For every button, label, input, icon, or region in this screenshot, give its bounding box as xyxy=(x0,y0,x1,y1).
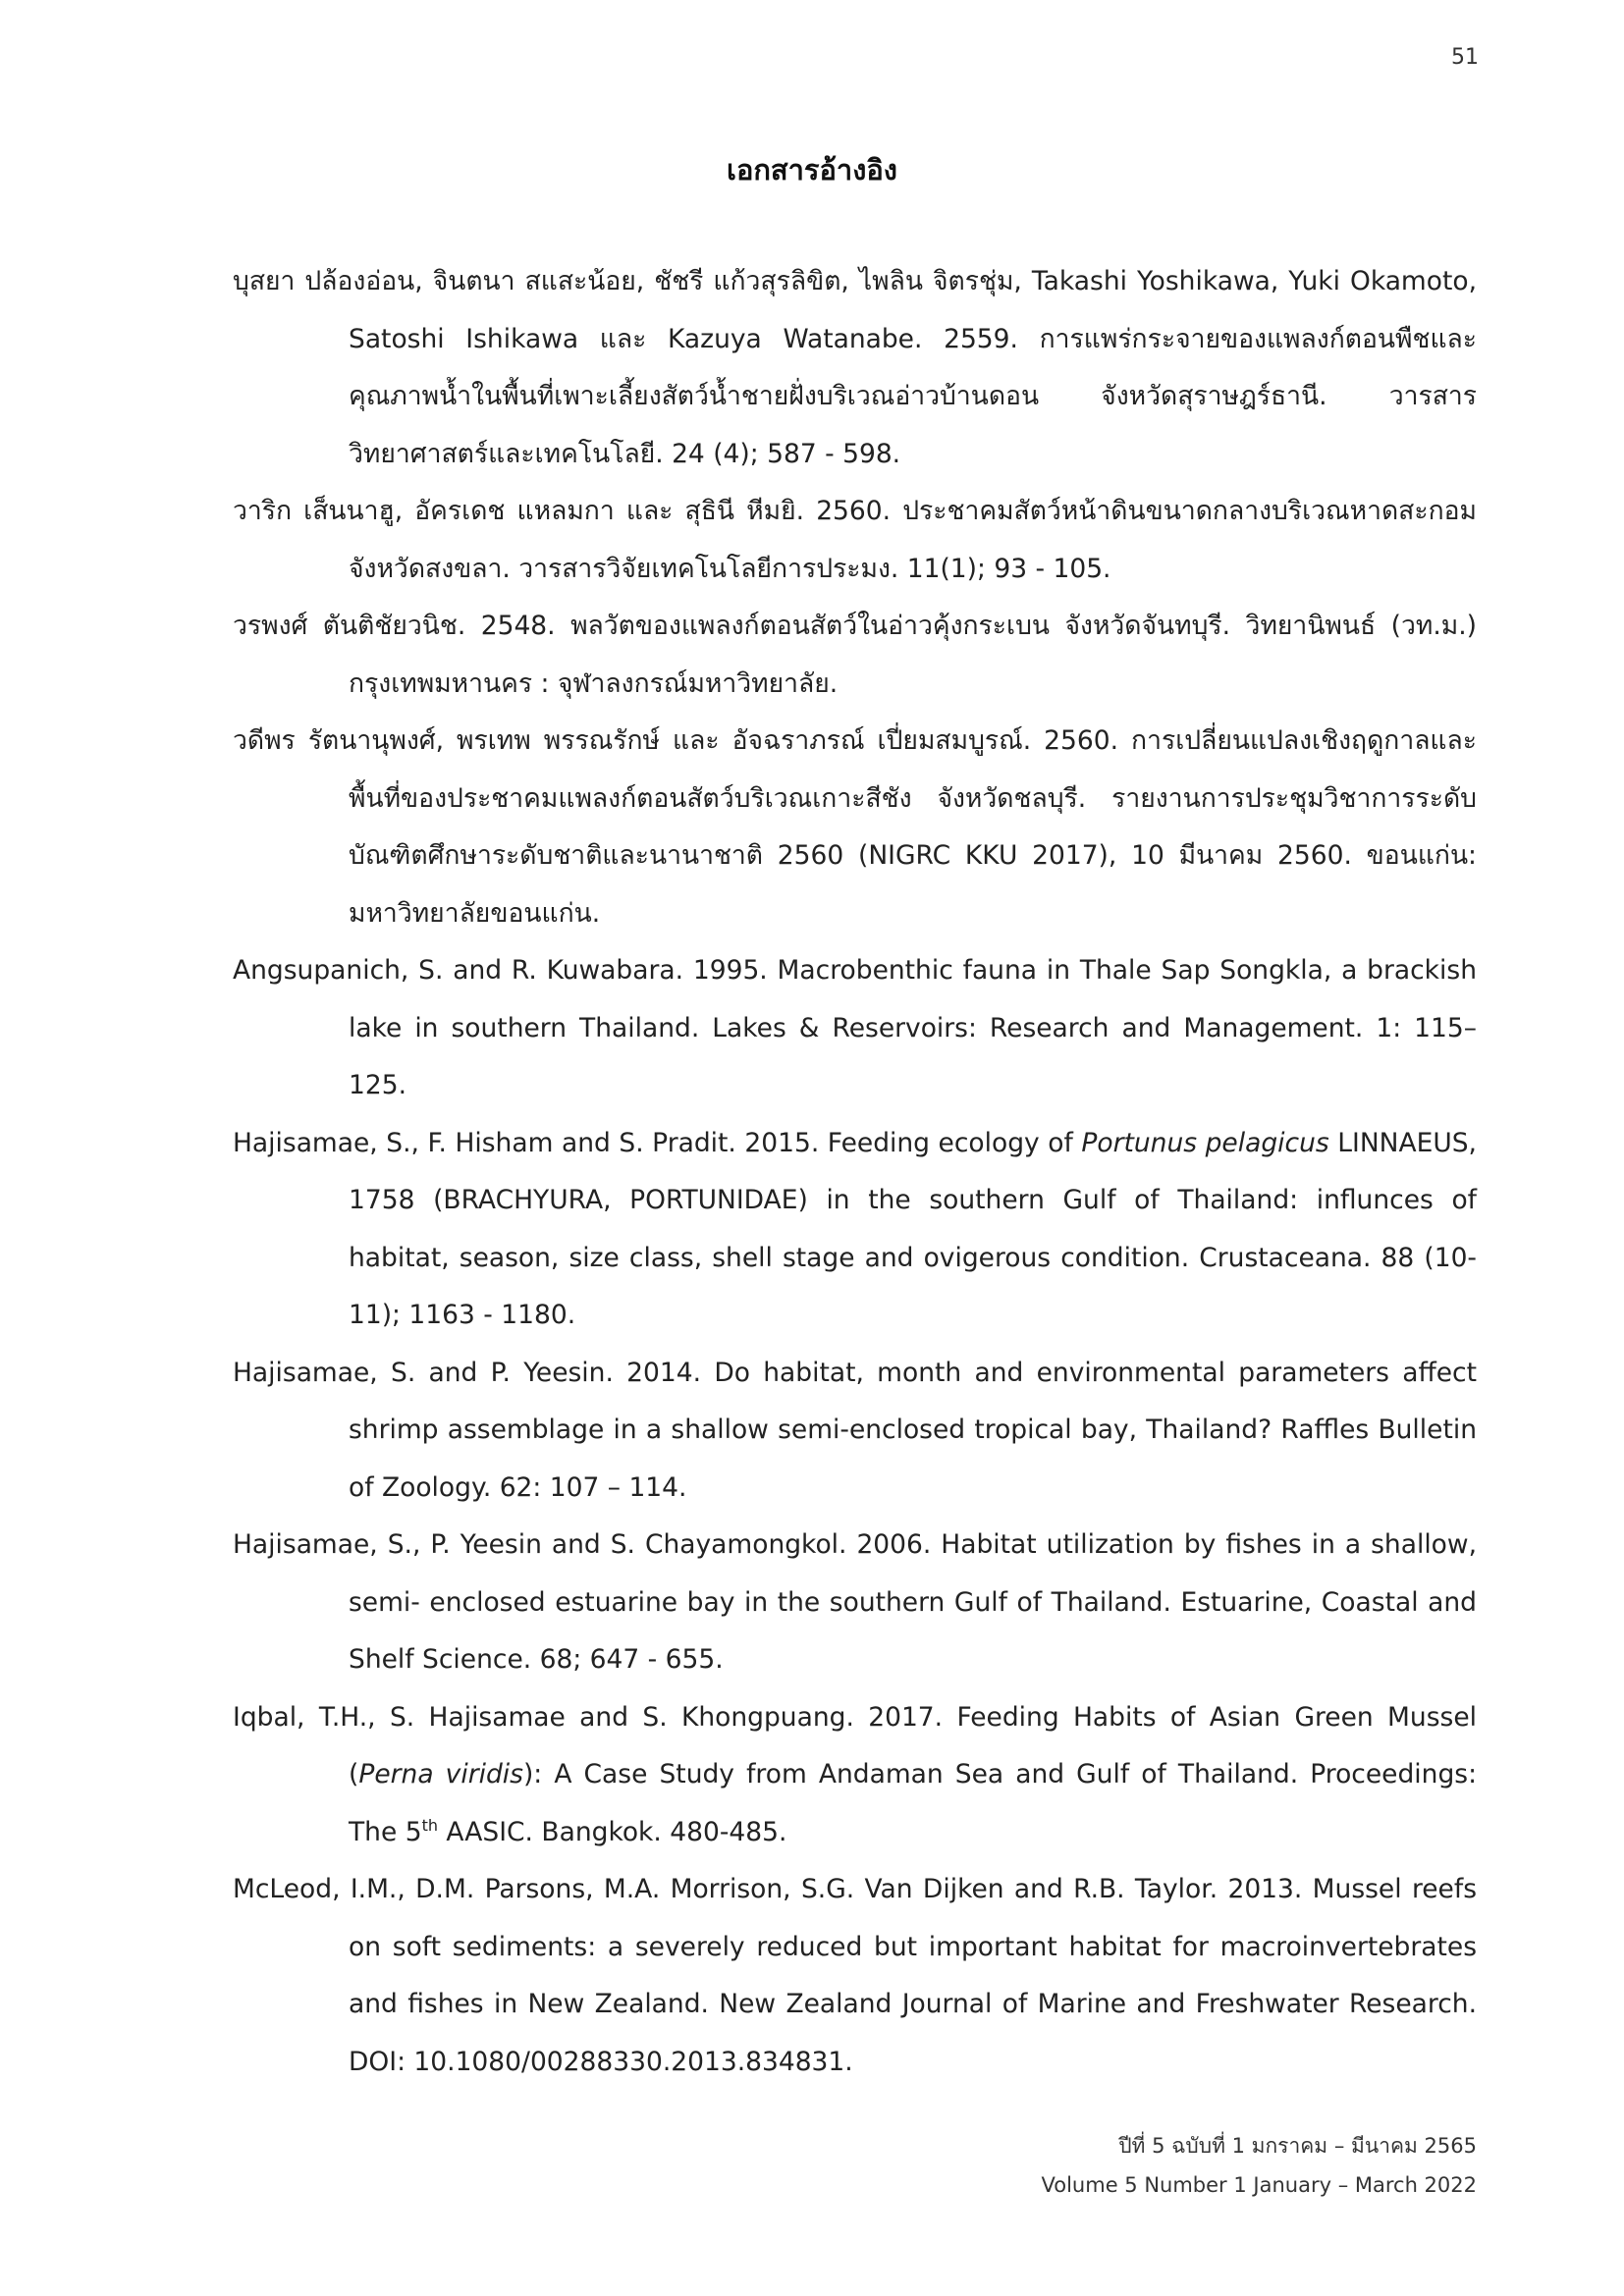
reference-text: Hajisamae, S., F. Hisham and S. Pradit. 2015. Feeding ecology of xyxy=(233,1127,1082,1158)
reference-entry xyxy=(233,1115,1477,1345)
reference-text: LINNAEUS, 1758 (BRACHYURA, PORTUNIDAE) in the southern Gulf of Thailand: influnces of habitat, season, size class, shell stage and ovigerous condition. Crustaceana. 88 (10-11); 1163 - 1180. xyxy=(349,1127,1477,1330)
reference-entry xyxy=(233,1689,1477,1862)
reference-entry: Hajisamae, S. and P. Yeesin. 2014. Do habitat, month and environmental parameters affect shrimp assemblage in a shallow semi-enclosed tropical bay, Thailand? Raffles Bulletin of Zoology. 62: 107 – 114. xyxy=(233,1357,1477,1503)
reference-entry: วดีพร รัตนานุพงศ์, พรเทพ พรรณรักษ์ และ อัจฉราภรณ์ เปี่ยมสมบูรณ์. 2560. การเปลี่ยนแปลงเชิงฤดูกาลและพื้นที่ของประชาคมแพลงก์ตอนสัตว์บริเวณเกาะสีชัง จังหวัดชลบุรี. รายงานการประชุมวิชาการระดับบัณฑิตศึกษาระดับชาติและนานาชาติ 2560 (NIGRC KKU 2017), 10 มีนาคม 2560. ขอนแก่น: มหาวิทยาลัยขอนแก่น. xyxy=(233,725,1477,929)
reference-entry: McLeod, I.M., D.M. Parsons, M.A. Morrison, S.G. Van Dijken and R.B. Taylor. 2013. Mussel reefs on soft sediments: a severely reduced but important habitat for macroinvertebrates and fishes in New Zealand. New Zealand Journal of Marine and Freshwater Research. DOI: 10.1080/00288330.2013.834831. xyxy=(233,1874,1477,2077)
species-name: Perna viridis xyxy=(358,1759,523,1789)
footer-thai: ปีที่ 5 ฉบับที่ 1 มกราคม – มีนาคม 2565 xyxy=(1118,2134,1477,2158)
reference-entry: วรพงศ์ ตันติชัยวนิช. 2548. พลวัตของแพลงก์ตอนสัตว์ในอ่าวคุ้งกระเบน จังหวัดจันทบุรี. วิทยานิพนธ์ (วท.ม.) กรุงเทพมหานคร : จุฬาลงกรณ์มหาวิทยาลัย. xyxy=(233,611,1477,699)
reference-entry: Hajisamae, S., P. Yeesin and S. Chayamongkol. 2006. Habitat utilization by fishes in a shallow, semi- enclosed estuarine bay in the southern Gulf of Thailand. Estuarine, Coastal and Shelf Science. 68; 647 - 655. xyxy=(233,1529,1477,1675)
species-name: Portunus pelagicus xyxy=(1081,1127,1329,1158)
ordinal-superscript: th xyxy=(421,1815,438,1835)
reference-text: AASIC. Bangkok. 480-485. xyxy=(438,1816,787,1847)
reference-list xyxy=(233,253,1477,2091)
reference-entry: บุสยา ปล้องอ่อน, จินตนา สแสะน้อย, ชัชรี แก้วสุรลิขิต, ไพลิน จิตรชุ่ม, Takashi Yoshikawa, Yuki Okamoto, Satoshi Ishikawa และ Kazuya Watanabe. 2559. การแพร่กระจายของแพลงก์ตอนพืชและคุณภาพน้ำในพื้นที่เพาะเลี้ยงสัตว์น้ำชายฝั่งบริเวณอ่าวบ้านดอน จังหวัดสุราษฎร์ธานี. วารสารวิทยาศาสตร์และเทคโนโลยี. 24 (4); 587 - 598. xyxy=(233,266,1477,469)
footer-english: Volume 5 Number 1 January – March 2022 xyxy=(1041,2173,1477,2197)
reference-text: Iqbal, T.H., S. Hajisamae and S. Khongpuang. 2017. Feeding Habits of Asian Green Mussel ( xyxy=(233,1701,1477,1789)
journal-footer xyxy=(1042,2126,1477,2205)
reference-text: ): A Case Study from Andaman Sea and Gulf of Thailand. Proceedings: The 5 xyxy=(349,1759,1477,1847)
page-number: 51 xyxy=(1451,45,1479,70)
reference-entry: Angsupanich, S. and R. Kuwabara. 1995. Macrobenthic fauna in Thale Sap Songkla, a brackish lake in southern Thailand. Lakes & Reservoirs: Research and Management. 1: 115–125. xyxy=(233,955,1477,1100)
section-heading: เอกสารอ้างอิง xyxy=(727,153,897,187)
reference-entry: วาริก เส็นนาฮู, อัครเดช แหลมกา และ สุธินี หีมยิ. 2560. ประชาคมสัตว์หน้าดินขนาดกลางบริเวณหาดสะกอม จังหวัดสงขลา. วารสารวิจัยเทคโนโลยีการประมง. 11(1); 93 - 105. xyxy=(233,496,1477,584)
